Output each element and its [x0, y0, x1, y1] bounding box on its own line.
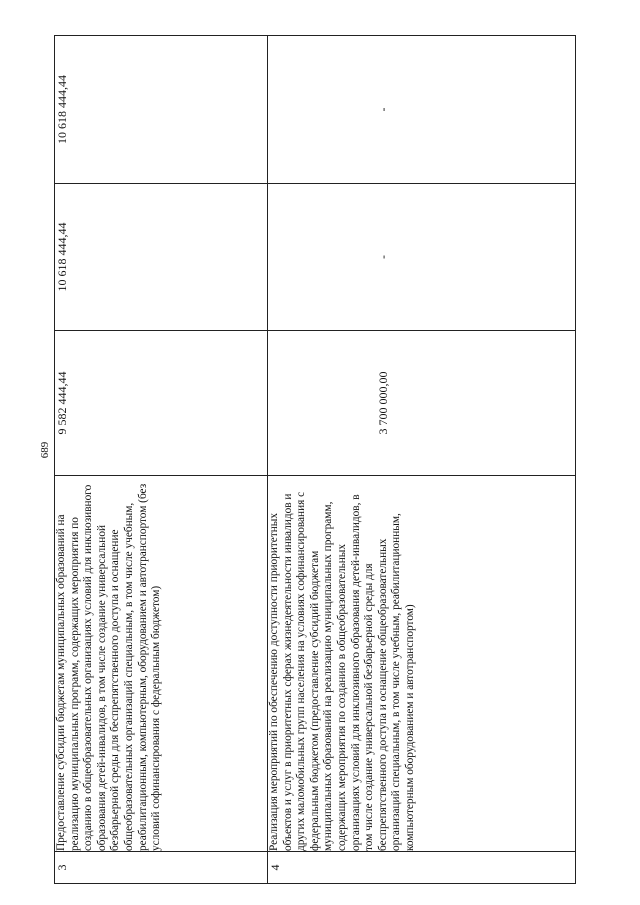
amount-cell-2: -	[268, 184, 576, 331]
row-number-cell: 4	[268, 852, 576, 884]
budget-table	[54, 35, 576, 884]
row-number-cell: 3	[55, 852, 268, 884]
rotated-table-container	[54, 36, 575, 884]
table-row-3	[55, 36, 268, 884]
description-cell: Реализация мероприятий по обеспечению доступности приоритетных объектов и услуг в приоритетных сферах жизнедеятельности инвалидов и других маломобильных групп населения на условиях софинансирования с федеральным бюджетом (предоставление субсидий бюджетам муниципальных образований на реализацию муниципальных программ, содержащих мероприятия по созданию в общеобразовательных организациях условий для инклюзивного образования детей-инвалидов, в том числе создание универсальной безбарьерной среды для беспрепятственного доступа и оснащение общеобразовательных организаций специальным, в том числе учебным, реабилитационным, компьютерным оборудованием и автотранспортом)	[268, 476, 576, 852]
amount-cell-1: 9 582 444,44	[55, 331, 268, 476]
amount-cell-1: 3 700 000,00	[268, 331, 576, 476]
amount-cell-2: 10 618 444,44	[55, 184, 268, 331]
table-row-4	[268, 36, 576, 884]
page-number: 689	[39, 441, 51, 459]
description-cell: Предоставление субсидии бюджетам муниципальных образований на реализацию муниципальных программ, содержащих мероприятия по созданию в общеобразовательных организациях условий для инклюзивного образования детей-инвалидов, в том числе создание универсальной безбарьерной среды для беспрепятственного доступа и оснащение общеобразовательных организаций специальным, в том числе учебным, реабилитационным, компьютерным, оборудованием и автотранспортом (без условий софинансирования с федеральным бюджетом)	[55, 476, 268, 852]
amount-cell-3: -	[268, 36, 576, 184]
amount-cell-3: 10 618 444,44	[55, 36, 268, 184]
